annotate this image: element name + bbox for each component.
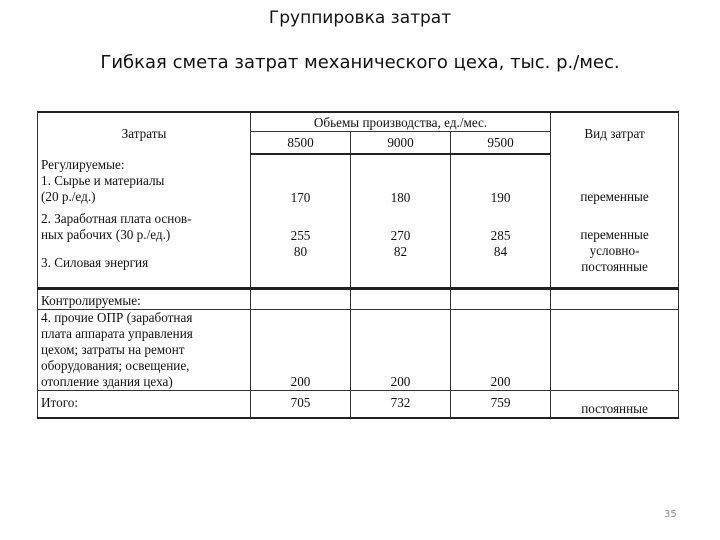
raw-materials-kind: переменные (580, 189, 649, 204)
volume-8500-regulated (251, 154, 351, 289)
power-label: 3. Силовая энергия (41, 255, 149, 270)
slide-subtitle: Гибкая смета затрат механического цеха, тыс. р./мес. (100, 52, 620, 73)
header-volume-8500: 8500 (251, 132, 351, 155)
other-overhead-kind (551, 310, 679, 391)
header-costs: Затраты (38, 112, 251, 154)
wages-8500: 255 (290, 228, 311, 243)
cost-items-regulated (38, 154, 251, 289)
other-overhead-label-5: отопление здания цеха) (41, 374, 173, 389)
other-overhead-label (38, 310, 251, 391)
total-8500: 705 (251, 391, 351, 419)
controlled-label: Контролируемые: (38, 289, 251, 310)
cost-kind-regulated (551, 154, 679, 289)
volume-9500-regulated (451, 154, 551, 289)
table-row-controlled-label (38, 289, 679, 310)
total-9500: 759 (451, 391, 551, 419)
wages-9500: 285 (490, 228, 511, 243)
other-overhead-label-4: оборудования; освещение, (41, 358, 190, 373)
volume-9000-regulated (351, 154, 451, 289)
header-volumes: Обьемы производства, ед./мес. (251, 112, 551, 132)
wages-9000: 270 (390, 228, 411, 243)
table-section-regulated (38, 154, 679, 289)
flexible-budget-table (37, 111, 679, 419)
wages-kind: переменные (580, 227, 649, 242)
power-9000: 82 (393, 244, 408, 259)
regulated-label: Регулируемые: (41, 157, 125, 172)
header-kind: Вид затрат (551, 112, 679, 154)
other-overhead-9000: 200 (351, 310, 451, 391)
total-9000: 732 (351, 391, 451, 419)
wages-label-2: ных рабочих (30 р./ед.) (41, 227, 171, 242)
wages-label-1: 2. Заработная плата основ- (41, 211, 192, 226)
raw-materials-9500: 190 (490, 190, 511, 205)
raw-materials-9000: 180 (390, 190, 411, 205)
page-number: 35 (664, 509, 677, 520)
raw-materials-label-1: 1. Сырье и материалы (41, 173, 165, 188)
raw-materials-label-2: (20 р./ед.) (41, 189, 96, 204)
power-kind-2: постоянные (581, 259, 648, 274)
table-row-total (38, 391, 679, 419)
other-overhead-9500: 200 (451, 310, 551, 391)
other-overhead-label-3: цехом; затраты на ремонт (41, 342, 185, 357)
power-8500: 80 (293, 244, 308, 259)
table-header-row (38, 112, 679, 132)
header-volume-9500: 9500 (451, 132, 551, 155)
power-kind-1: условно- (589, 243, 640, 258)
other-overhead-label-2: плата аппарата управления (41, 326, 193, 341)
power-9500: 84 (493, 244, 508, 259)
header-volume-9000: 9000 (351, 132, 451, 155)
total-kind: постоянные (551, 391, 679, 419)
total-label: Итого: (38, 391, 251, 419)
slide-title: Группировка затрат (268, 8, 452, 28)
other-overhead-8500: 200 (251, 310, 351, 391)
other-overhead-label-1: 4. прочие ОПР (заработная (41, 310, 193, 325)
table-row-other-overhead (38, 310, 679, 391)
raw-materials-8500: 170 (290, 190, 311, 205)
